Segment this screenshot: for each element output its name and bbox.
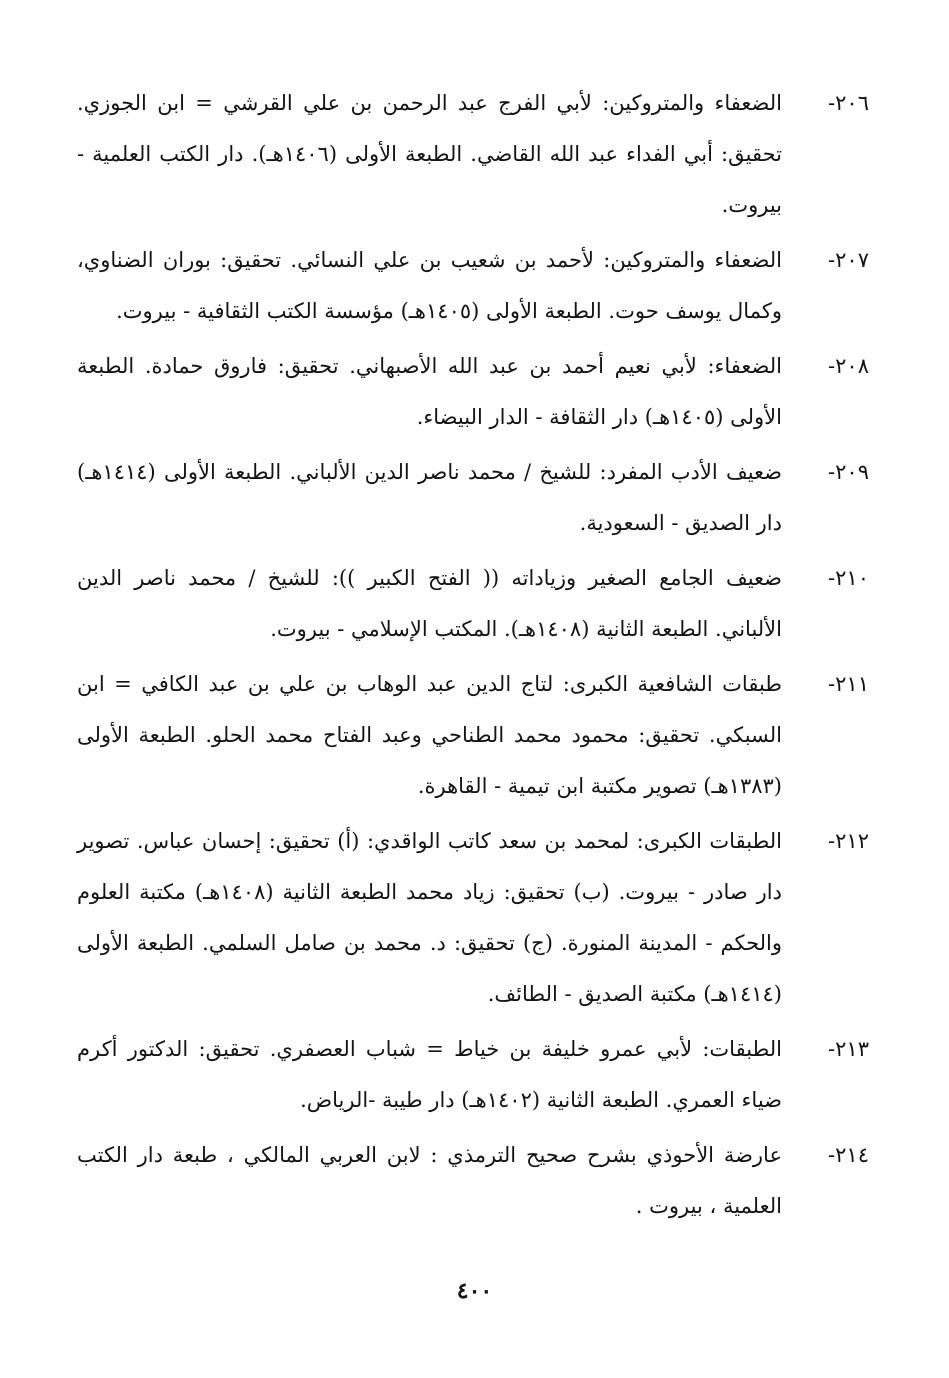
entry-text: ضعيف الأدب المفرد: للشيخ / محمد ناصر الدين الألباني. الطبعة الأولى (١٤١٤هـ) دار الصديق - السعودية.: [77, 460, 782, 535]
entry-number: ٢١٣-: [828, 1037, 869, 1061]
entry-number: ٢٠٧-: [828, 248, 869, 272]
entry-number: ٢٠٦-: [828, 91, 869, 115]
entry-text: الضعفاء والمتروكين: لأبي الفرج عبد الرحمن بن علي القرشي = ابن الجوزي. تحقيق: أبي الفداء عبد الله القاضي. الطبعة الأولى (١٤٠٦هـ). دار الكتب العلمية - بيروت.: [77, 91, 782, 217]
entry-text: طبقات الشافعية الكبرى: لتاج الدين عبد الوهاب بن علي بن عبد الكافي = ابن السبكي. تحقيق: محمود محمد الطناحي وعبد الفتاح محمد الحلو. الطبعة الأولى (١٣٨٣هـ) تصوير مكتبة ابن تيمية - القاهرة.: [77, 672, 782, 798]
entry-text: الضعفاء: لأبي نعيم أحمد بن عبد الله الأصبهاني. تحقيق: فاروق حمادة. الطبعة الأولى (١٤٠٥هـ) دار الثقافة - الدار البيضاء.: [77, 354, 782, 429]
bibliography-entry: [77, 447, 869, 549]
entry-number: ٢٠٨-: [828, 354, 869, 378]
entry-number: ٢١٠-: [828, 566, 869, 590]
entry-number: ٢١٤-: [828, 1143, 869, 1167]
entry-number: ٢٠٩-: [828, 460, 869, 484]
entry-text: عارضة الأحوذي بشرح صحيح الترمذي : لابن العربي المالكي ، طبعة دار الكتب العلمية ، بيروت .: [77, 1143, 782, 1218]
entry-number: ٢١١-: [828, 672, 869, 696]
entry-text: الضعفاء والمتروكين: لأحمد بن شعيب بن علي النسائي. تحقيق: بوران الضناوي، وكمال يوسف حوت. الطبعة الأولى (١٤٠٥هـ) مؤسسة الكتب الثقافية - بيروت.: [77, 248, 782, 323]
entry-text: الطبقات: لأبي عمرو خليفة بن خياط = شباب العصفري. تحقيق: الدكتور أكرم ضياء العمري. الطبعة الثانية (١٤٠٢هـ) دار طيبة -الرياض.: [77, 1037, 782, 1112]
bibliography-entry: [77, 816, 869, 1020]
bibliography-entry: [77, 235, 869, 337]
bibliography-entry: [77, 659, 869, 812]
bibliography-list: [77, 78, 869, 1236]
entry-number: ٢١٢-: [828, 829, 869, 853]
bibliography-entry: [77, 553, 869, 655]
page-number: ٤٠٠: [456, 1278, 493, 1304]
entry-text: ضعيف الجامع الصغير وزياداته (( الفتح الكبير )): للشيخ / محمد ناصر الدين الألباني. الطبعة الثانية (١٤٠٨هـ). المكتب الإسلامي - بيروت.: [77, 566, 782, 641]
entry-text: الطبقات الكبرى: لمحمد بن سعد كاتب الواقدي: (أ) تحقيق: إحسان عباس. تصوير دار صادر - بيروت. (ب) تحقيق: زياد محمد الطبعة الثانية (١٤٠٨هـ) مكتبة العلوم والحكم - المدينة المنورة. (ج) تحقيق: د. محمد بن صامل السلمي. الطبعة الأولى (١٤١٤هـ) مكتبة الصديق - الطائف.: [77, 829, 782, 1006]
bibliography-entry: [77, 341, 869, 443]
bibliography-entry: [77, 1130, 869, 1232]
bibliography-entry: [77, 78, 869, 231]
bibliography-entry: [77, 1024, 869, 1126]
